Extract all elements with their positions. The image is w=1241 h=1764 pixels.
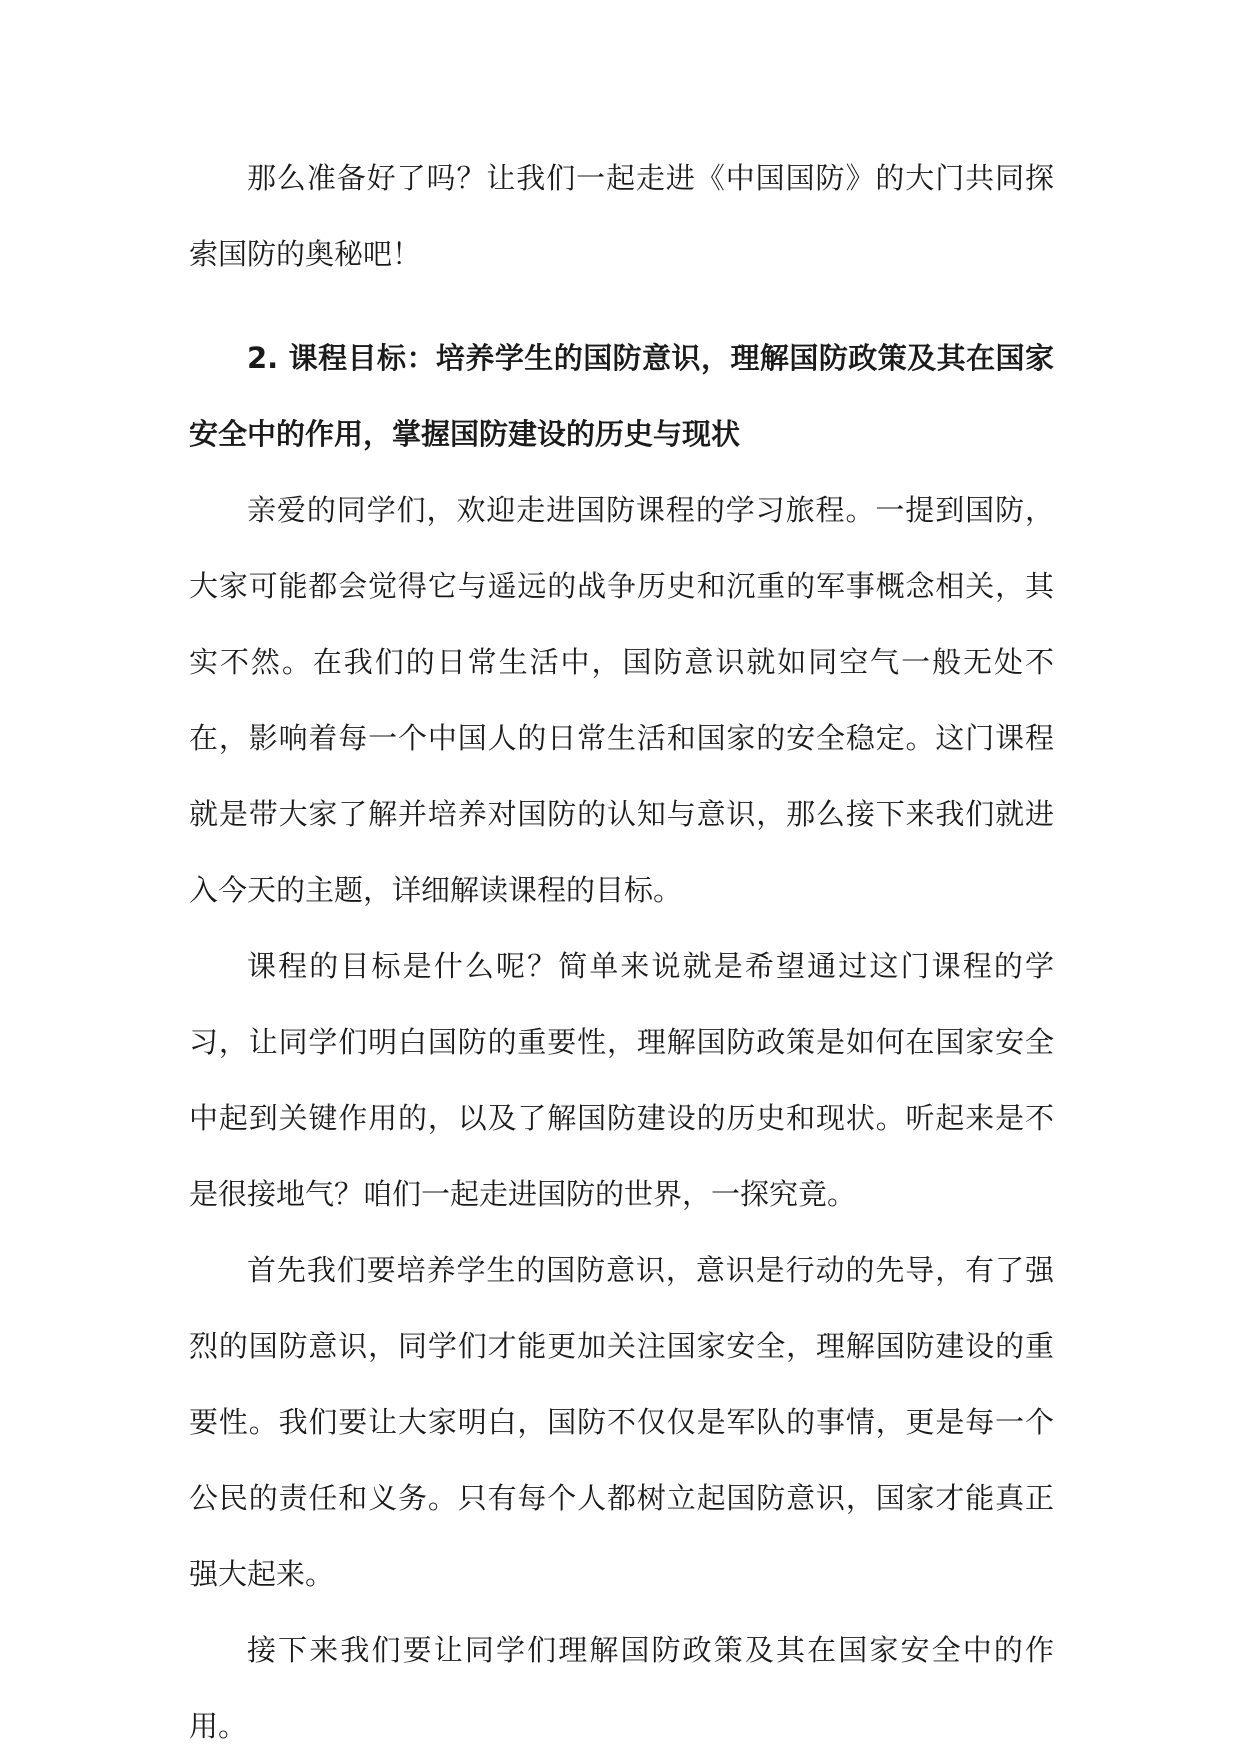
section-title: 课程目标：培养学生的国防意识，理解国防政策及其在国家安全中的作用，掌握国防建设的历史与现状	[189, 341, 1054, 451]
intro-paragraph: 那么准备好了吗？让我们一起走进《中国国防》的大门共同探索国防的奥秘吧！	[189, 161, 1054, 271]
section-heading	[189, 320, 1054, 472]
document-body	[189, 140, 1054, 1764]
body-paragraph-2: 课程的目标是什么呢？简单来说就是希望通过这门课程的学习，让同学们明白国防的重要性，理解国防政策是如何在国家安全中起到关键作用的，以及了解国防建设的历史和现状。听起来是不是很接地气？咱们一起走进国防的世界，一探究竟。	[189, 949, 1054, 1211]
section-number: 2.	[247, 341, 279, 375]
body-paragraph-1: 亲爱的同学们，欢迎走进国防课程的学习旅程。一提到国防，大家可能都会觉得它与遥远的战争历史和沉重的军事概念相关，其实不然。在我们的日常生活中，国防意识就如同空气一般无处不在，影响着每一个中国人的日常生活和国家的安全稳定。这门课程就是带大家了解并培养对国防的认知与意识，那么接下来我们就进入今天的主题，详细解读课程的目标。	[189, 493, 1054, 907]
body-paragraph-4: 接下来我们要让同学们理解国防政策及其在国家安全中的作用。	[189, 1633, 1054, 1743]
body-paragraph-3: 首先我们要培养学生的国防意识，意识是行动的先导，有了强烈的国防意识，同学们才能更加关注国家安全，理解国防建设的重要性。我们要让大家明白，国防不仅仅是军队的事情，更是每一个公民的责任和义务。只有每个人都树立起国防意识，国家才能真正强大起来。	[189, 1253, 1054, 1591]
